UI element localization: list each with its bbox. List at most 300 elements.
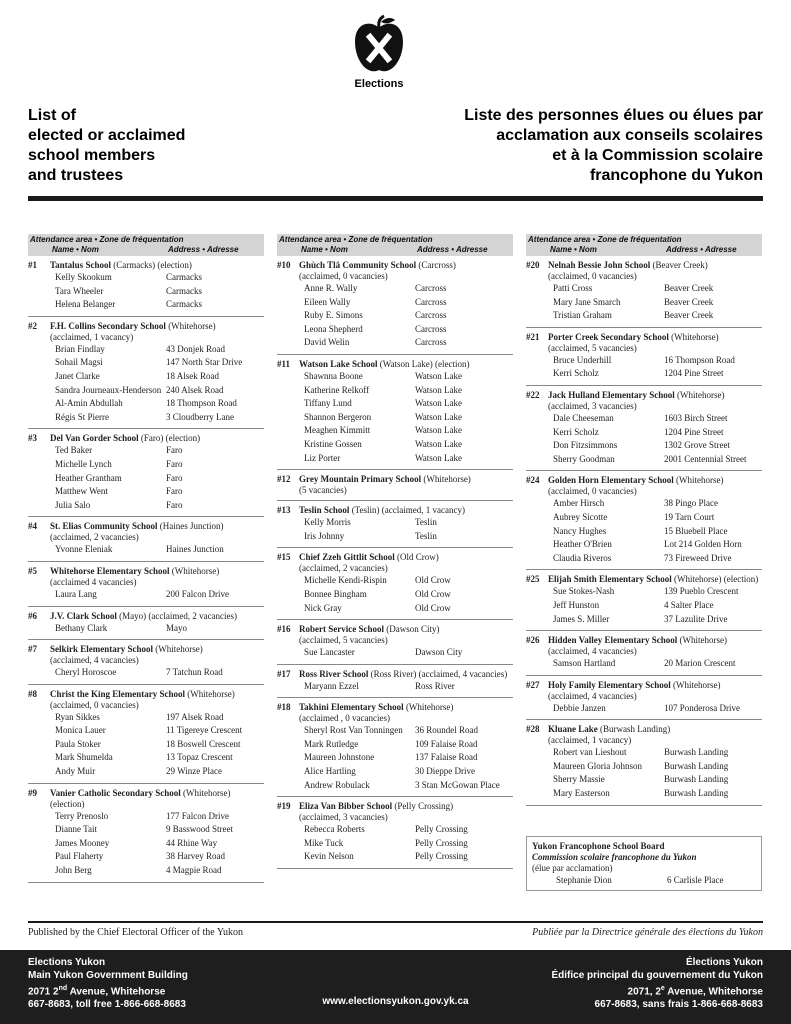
member-address: Ross River bbox=[415, 680, 455, 691]
francophone-note: (élue par acclamation) bbox=[532, 863, 613, 873]
francophone-board-box bbox=[526, 836, 762, 891]
member-name: Brian Findlay bbox=[55, 343, 105, 354]
school-title-text: Elijah Smith Elementary School bbox=[548, 574, 672, 585]
school-status: (acclaimed, 2 vacancies) bbox=[299, 563, 388, 574]
school-title bbox=[548, 723, 670, 735]
member-address: 177 Falcon Drive bbox=[166, 810, 229, 821]
member-row bbox=[28, 588, 264, 602]
member-name: John Berg bbox=[55, 865, 92, 876]
school-title bbox=[299, 358, 470, 370]
school-block bbox=[526, 386, 762, 471]
school-name bbox=[28, 787, 264, 799]
footer-line: 2071 2nd Avenue, Whitehorse bbox=[28, 985, 166, 998]
school-status: (acclaimed, 2 vacancies) bbox=[50, 532, 139, 543]
member-address: Watson Lake bbox=[415, 384, 463, 395]
school-block bbox=[28, 685, 264, 784]
member-row bbox=[277, 309, 513, 323]
school-location: (Teslin) (acclaimed, 1 vacancy) bbox=[351, 505, 465, 516]
attendance-area-label: Attendance area • Zone de fréquentation bbox=[30, 235, 184, 244]
member-name: Kelly Skookum bbox=[55, 272, 112, 282]
member-address: Old Crow bbox=[415, 602, 451, 613]
member-row bbox=[277, 452, 513, 466]
title-line: francophone du Yukon bbox=[589, 167, 763, 184]
title-line: elected or acclaimed bbox=[28, 127, 186, 144]
member-name: Leona Shepherd bbox=[304, 323, 363, 334]
school-title-text: Kluane Lake bbox=[548, 724, 598, 735]
school-title-text: Tantalus School bbox=[50, 260, 111, 270]
school-title bbox=[299, 800, 453, 812]
title-line: school members bbox=[28, 147, 156, 164]
member-address: 3 Cloudberry Lane bbox=[166, 411, 234, 422]
school-block bbox=[277, 797, 513, 869]
member-address: Burwash Landing bbox=[664, 788, 729, 799]
member-address: 36 Roundel Road bbox=[415, 725, 478, 736]
member-name: Bruce Underhill bbox=[553, 354, 612, 365]
school-title-text: Christ the King Elementary School bbox=[50, 688, 185, 699]
school-block bbox=[28, 517, 264, 562]
member-name: Robert van Lieshout bbox=[553, 747, 627, 758]
school-title bbox=[50, 520, 224, 532]
member-row bbox=[526, 412, 762, 426]
member-name: Kerri Scholz bbox=[553, 368, 599, 379]
member-address: Faro bbox=[166, 486, 183, 497]
school-name bbox=[277, 668, 513, 680]
member-address: Watson Lake bbox=[415, 411, 463, 422]
title-french bbox=[363, 106, 763, 186]
member-address: 18 Thompson Road bbox=[166, 398, 237, 409]
school-status: (acclaimed, 5 vacancies) bbox=[299, 635, 388, 646]
footer-line: Elections Yukon bbox=[28, 957, 106, 968]
member-row bbox=[277, 837, 513, 851]
school-name bbox=[277, 800, 513, 812]
member-address: 139 Pueblo Crescent bbox=[664, 586, 739, 597]
school-block bbox=[277, 548, 513, 620]
member-address: Carcross bbox=[415, 310, 447, 321]
school-title bbox=[299, 668, 507, 680]
name-label: Name • Nom bbox=[301, 245, 348, 254]
member-address: 7 Tatchun Road bbox=[166, 667, 223, 678]
member-name: Mark Rutledge bbox=[304, 738, 359, 749]
school-status: (acclaimed, 4 vacancies) bbox=[50, 655, 139, 666]
member-name: Kevin Nelson bbox=[304, 851, 354, 862]
member-address: 1603 Birch Street bbox=[664, 412, 728, 423]
school-status: (acclaimed 4 vacancies) bbox=[50, 576, 137, 587]
school-title-text: J.V. Clark School bbox=[50, 610, 117, 621]
member-name: Nancy Hughes bbox=[553, 525, 607, 536]
school-name bbox=[526, 389, 762, 401]
member-row bbox=[277, 384, 513, 398]
school-location: (Whitehorse) bbox=[676, 475, 724, 486]
footer-bar bbox=[0, 950, 791, 1024]
school-location: (Faro) (election) bbox=[140, 433, 201, 444]
member-address: Dawson City bbox=[415, 647, 463, 658]
member-address: 2001 Centennial Street bbox=[664, 453, 747, 464]
school-name bbox=[277, 701, 513, 713]
member-row bbox=[28, 543, 264, 557]
school-block bbox=[277, 501, 513, 548]
member-address: 37 Lazulite Drive bbox=[664, 613, 728, 624]
member-row bbox=[28, 472, 264, 486]
member-row bbox=[277, 680, 513, 694]
member-address: Teslin bbox=[415, 530, 437, 541]
member-address: 240 Alsek Road bbox=[166, 384, 224, 395]
member-row bbox=[277, 823, 513, 837]
member-address: 107 Ponderosa Drive bbox=[664, 702, 740, 713]
member-address: 197 Alsek Road bbox=[166, 711, 224, 722]
school-number: #5 bbox=[28, 565, 37, 576]
school-location: (Whitehorse) bbox=[677, 389, 725, 400]
member-row bbox=[526, 426, 762, 440]
member-row bbox=[28, 499, 264, 513]
school-title-text: Ross River School bbox=[299, 668, 369, 679]
school-title bbox=[299, 473, 471, 485]
member-name: Nick Gray bbox=[304, 602, 342, 613]
school-name bbox=[28, 432, 264, 444]
member-row bbox=[28, 837, 264, 851]
school-title bbox=[50, 688, 235, 700]
school-location: (Whitehorse) bbox=[405, 702, 454, 713]
member-name: Heather O'Brien bbox=[553, 539, 612, 550]
title-line: Liste des personnes élues ou élues par bbox=[464, 107, 763, 124]
member-row bbox=[28, 810, 264, 824]
bottom-divider bbox=[28, 921, 763, 923]
member-address: Pelly Crossing bbox=[415, 824, 468, 835]
member-row bbox=[28, 411, 264, 425]
member-name: Bonnee Bingham bbox=[304, 588, 367, 599]
school-number: #26 bbox=[526, 635, 540, 646]
school-name bbox=[526, 679, 762, 691]
member-row bbox=[526, 439, 762, 453]
member-address: Beaver Creek bbox=[664, 310, 714, 321]
attendance-area-label: Attendance area • Zone de fréquentation bbox=[279, 235, 433, 244]
member-row bbox=[277, 602, 513, 616]
member-name: Don Fitzsimmons bbox=[553, 440, 618, 451]
member-address: Carcross bbox=[415, 337, 447, 348]
member-row bbox=[277, 850, 513, 864]
school-name bbox=[277, 504, 513, 516]
member-name: Al-Amin Abdullah bbox=[55, 398, 123, 409]
school-title-text: Porter Creek Secondary School bbox=[548, 331, 669, 342]
school-status: (acclaimed, 4 vacancies) bbox=[548, 646, 637, 657]
member-name: Claudia Riveros bbox=[553, 552, 612, 563]
school-number: #4 bbox=[28, 521, 37, 532]
member-name: Ruby E. Simons bbox=[304, 310, 363, 321]
school-name bbox=[277, 551, 513, 563]
member-name: Dale Cheeseman bbox=[553, 412, 614, 423]
member-name: Tristian Graham bbox=[553, 310, 612, 321]
school-name bbox=[277, 358, 513, 370]
school-number: #28 bbox=[526, 724, 540, 735]
member-name: Cheryl Horoscoe bbox=[55, 667, 117, 678]
member-address: Old Crow bbox=[415, 588, 451, 599]
member-address: 4 Salter Place bbox=[664, 599, 714, 610]
school-name bbox=[28, 688, 264, 700]
member-row bbox=[28, 285, 264, 299]
member-name: Tiffany Lund bbox=[304, 398, 352, 409]
member-address: Faro bbox=[166, 499, 183, 510]
school-name bbox=[277, 473, 513, 485]
member-name: Terry Prenoslo bbox=[55, 810, 109, 821]
school-location: (Old Crow) bbox=[397, 552, 439, 563]
member-name: Sue Lancaster bbox=[304, 647, 355, 658]
member-address: Burwash Landing bbox=[664, 774, 729, 785]
school-location: (Pelly Crossing) bbox=[394, 801, 454, 812]
school-title bbox=[299, 259, 456, 271]
member-row bbox=[277, 751, 513, 765]
member-row bbox=[526, 599, 762, 613]
member-address: 4 Magpie Road bbox=[166, 865, 222, 876]
school-name bbox=[28, 610, 264, 622]
school-status: (acclaimed, 0 vacancies) bbox=[50, 699, 139, 710]
member-name: Anne R. Wally bbox=[304, 283, 358, 293]
member-address: Faro bbox=[166, 472, 183, 483]
member-address: Watson Lake bbox=[415, 438, 463, 449]
school-title bbox=[50, 787, 231, 799]
member-name: Tara Wheeler bbox=[55, 285, 104, 296]
column-header bbox=[526, 234, 762, 256]
member-row bbox=[277, 370, 513, 384]
member-name: Maureen Gloria Johnson bbox=[553, 760, 642, 771]
school-number: #21 bbox=[526, 331, 540, 342]
member-name: Monica Lauer bbox=[55, 725, 106, 736]
member-name: Matthew Went bbox=[55, 486, 108, 497]
school-number: #17 bbox=[277, 668, 291, 679]
school-number: #16 bbox=[277, 624, 291, 635]
footer-line: Main Yukon Government Building bbox=[28, 970, 188, 981]
member-address: Pelly Crossing bbox=[415, 851, 468, 862]
school-block bbox=[526, 256, 762, 328]
school-name bbox=[28, 565, 264, 577]
school-block bbox=[526, 720, 762, 805]
school-name bbox=[28, 520, 264, 532]
member-row bbox=[526, 282, 762, 296]
member-name: Ted Baker bbox=[55, 445, 93, 456]
member-name: Paula Stoker bbox=[55, 738, 101, 749]
school-number: #3 bbox=[28, 433, 37, 444]
member-name: Samson Hartland bbox=[553, 658, 616, 669]
name-label: Name • Nom bbox=[550, 245, 597, 254]
school-number: #22 bbox=[526, 389, 540, 400]
member-name: Bethany Clark bbox=[55, 622, 108, 633]
school-name bbox=[28, 259, 264, 271]
school-status: (acclaimed, 1 vacancy) bbox=[548, 735, 632, 746]
member-row bbox=[28, 485, 264, 499]
member-row bbox=[28, 458, 264, 472]
school-location: (Whitehorse) bbox=[423, 474, 471, 485]
member-name: Katherine Relkoff bbox=[304, 384, 370, 395]
school-title-text: Vanier Catholic Secondary School bbox=[50, 787, 181, 798]
member-name: Alice Hartling bbox=[304, 766, 356, 777]
member-row bbox=[526, 296, 762, 310]
school-title bbox=[548, 474, 723, 486]
school-number: #2 bbox=[28, 320, 37, 331]
school-status: (acclaimed, 0 vacancies) bbox=[548, 271, 637, 281]
member-address: Teslin bbox=[415, 517, 437, 528]
school-number: #6 bbox=[28, 610, 37, 621]
school-title bbox=[50, 610, 237, 622]
school-status: (acclaimed, 0 vacancies) bbox=[299, 271, 388, 281]
member-name: Paul Flaherty bbox=[55, 851, 104, 862]
school-title-text: Takhini Elementary School bbox=[299, 702, 404, 713]
member-name: Mary Easterson bbox=[553, 788, 610, 799]
footer-line: 667-8683, toll free 1-866-668-8683 bbox=[28, 999, 186, 1011]
school-number: #7 bbox=[28, 644, 37, 655]
member-name: Sherry Goodman bbox=[553, 453, 615, 464]
member-name: Debbie Janzen bbox=[553, 702, 606, 713]
published-by-english: Published by the Chief Electoral Officer of the Yukon bbox=[28, 927, 243, 938]
school-block bbox=[28, 429, 264, 517]
member-row bbox=[28, 622, 264, 636]
school-name bbox=[526, 474, 762, 486]
member-address: Watson Lake bbox=[415, 370, 463, 381]
member-row bbox=[28, 765, 264, 779]
member-row bbox=[28, 711, 264, 725]
member-address: Old Crow bbox=[415, 575, 451, 586]
member-row bbox=[28, 751, 264, 765]
school-location: (Haines Junction) bbox=[159, 521, 224, 532]
member-row bbox=[277, 530, 513, 544]
school-location: (Beaver Creek) bbox=[652, 260, 708, 270]
member-name: Julia Salo bbox=[55, 499, 91, 510]
member-address: 20 Marion Crescent bbox=[664, 658, 736, 669]
member-address: Watson Lake bbox=[415, 398, 463, 409]
member-row bbox=[526, 525, 762, 539]
school-block bbox=[526, 570, 762, 631]
member-name: Andy Muir bbox=[55, 766, 96, 777]
title-english bbox=[28, 106, 328, 186]
school-status: (acclaimed, 3 vacancies) bbox=[548, 400, 637, 411]
school-title-text: F.H. Collins Secondary School bbox=[50, 320, 166, 331]
school-number: #10 bbox=[277, 260, 291, 270]
member-name: James Mooney bbox=[55, 837, 110, 848]
school-status: (acclaimed, 1 vacancy) bbox=[50, 331, 134, 342]
school-number: #12 bbox=[277, 474, 291, 485]
member-address: 19 Tarn Court bbox=[664, 511, 715, 522]
member-name: Sue Stokes-Nash bbox=[553, 586, 615, 597]
member-row bbox=[28, 724, 264, 738]
member-row bbox=[277, 438, 513, 452]
school-block bbox=[28, 317, 264, 430]
school-block bbox=[277, 698, 513, 797]
member-name: Eileen Wally bbox=[304, 296, 351, 307]
school-title-text: Whitehorse Elementary School bbox=[50, 565, 170, 576]
member-row bbox=[277, 574, 513, 588]
member-name: Maureen Johnstone bbox=[304, 752, 375, 763]
school-name bbox=[526, 331, 762, 343]
member-row bbox=[526, 613, 762, 627]
school-number: #20 bbox=[526, 260, 540, 270]
school-block bbox=[28, 562, 264, 607]
member-address: 38 Harvey Road bbox=[166, 851, 225, 862]
member-address: 6 Carlisle Place bbox=[667, 875, 724, 885]
footer-line: Élections Yukon bbox=[685, 957, 763, 968]
school-block bbox=[526, 676, 762, 721]
francophone-member-row bbox=[532, 874, 756, 887]
school-status: (acclaimed, 5 vacancies) bbox=[548, 342, 637, 353]
member-row bbox=[277, 724, 513, 738]
member-name: Laura Lang bbox=[55, 588, 97, 599]
member-address: Carcross bbox=[415, 296, 447, 307]
footer-line: 667-8683, sans frais 1-866-668-8683 bbox=[594, 999, 763, 1011]
member-name: Sherry Massie bbox=[553, 774, 605, 785]
member-row bbox=[277, 397, 513, 411]
footer-line: Édifice principal du gouvernement du Yukon bbox=[551, 970, 763, 981]
member-address: Carmacks bbox=[166, 285, 202, 296]
school-number: #11 bbox=[277, 358, 291, 369]
school-title bbox=[548, 331, 719, 343]
school-block bbox=[526, 328, 762, 386]
school-block bbox=[28, 607, 264, 641]
member-row bbox=[277, 296, 513, 310]
member-address: 16 Thompson Road bbox=[664, 354, 735, 365]
school-location: (Whitehorse) bbox=[155, 644, 203, 655]
member-address: Carmacks bbox=[166, 299, 202, 310]
website-link[interactable]: www.electionsyukon.gov.yk.ca bbox=[322, 996, 469, 1007]
school-title bbox=[50, 259, 192, 271]
school-number: #27 bbox=[526, 679, 540, 690]
school-title-text: Eliza Van Bibber School bbox=[299, 801, 393, 812]
member-address: 137 Falaise Road bbox=[415, 752, 478, 763]
school-status: (acclaimed, 3 vacancies) bbox=[299, 812, 388, 823]
top-divider bbox=[28, 196, 763, 201]
name-label: Name • Nom bbox=[52, 245, 99, 254]
member-name: Helena Belanger bbox=[55, 299, 116, 310]
member-address: Watson Lake bbox=[415, 425, 463, 436]
school-location: (Mayo) (acclaimed, 2 vacancies) bbox=[119, 610, 238, 621]
school-name bbox=[28, 320, 264, 332]
school-title-text: Grey Mountain Primary School bbox=[299, 474, 422, 485]
member-row bbox=[28, 384, 264, 398]
school-number: #1 bbox=[28, 260, 37, 270]
member-address: Carmacks bbox=[166, 272, 202, 282]
member-name: Mary Jane Smarch bbox=[553, 296, 621, 307]
member-name: Kristine Gossen bbox=[304, 438, 362, 449]
member-address: Burwash Landing bbox=[664, 760, 729, 771]
member-name: Jeff Hunston bbox=[553, 599, 600, 610]
attendance-area-label: Attendance area • Zone de fréquentation bbox=[528, 235, 682, 244]
school-title bbox=[299, 623, 439, 635]
member-row bbox=[526, 657, 762, 671]
member-name: Shawnna Boone bbox=[304, 370, 363, 381]
member-name: Shannon Bergeron bbox=[304, 411, 372, 422]
member-name: Amber Hirsch bbox=[553, 498, 605, 509]
school-title bbox=[299, 701, 453, 713]
member-row bbox=[526, 453, 762, 467]
member-name: Stephanie Dion bbox=[556, 875, 612, 885]
member-address: Mayo bbox=[166, 622, 187, 633]
member-address: Pelly Crossing bbox=[415, 837, 468, 848]
school-title-text: Teslin School bbox=[299, 505, 350, 516]
school-block bbox=[277, 256, 513, 355]
member-name: Liz Porter bbox=[304, 452, 341, 463]
member-address: 9 Basswood Street bbox=[166, 824, 233, 835]
school-location: (Whitehorse) bbox=[187, 688, 235, 699]
school-number: #25 bbox=[526, 574, 540, 585]
member-row bbox=[277, 516, 513, 530]
member-name: Sheryl Rost Van Tonningen bbox=[304, 725, 403, 736]
school-title-text: Hidden Valley Elementary School bbox=[548, 635, 678, 646]
member-row bbox=[28, 864, 264, 878]
member-name: Régis St Pierre bbox=[55, 411, 109, 422]
member-name: Kelly Morris bbox=[304, 517, 351, 528]
member-address: 43 Donjek Road bbox=[166, 343, 225, 354]
member-address: 30 Dieppe Drive bbox=[415, 766, 475, 777]
member-row bbox=[28, 343, 264, 357]
member-name: Michelle Lynch bbox=[55, 458, 112, 469]
school-title-text: Del Van Gorder School bbox=[50, 433, 139, 444]
member-name: Kerri Scholz bbox=[553, 426, 599, 437]
member-name: Rebecca Roberts bbox=[304, 824, 365, 835]
